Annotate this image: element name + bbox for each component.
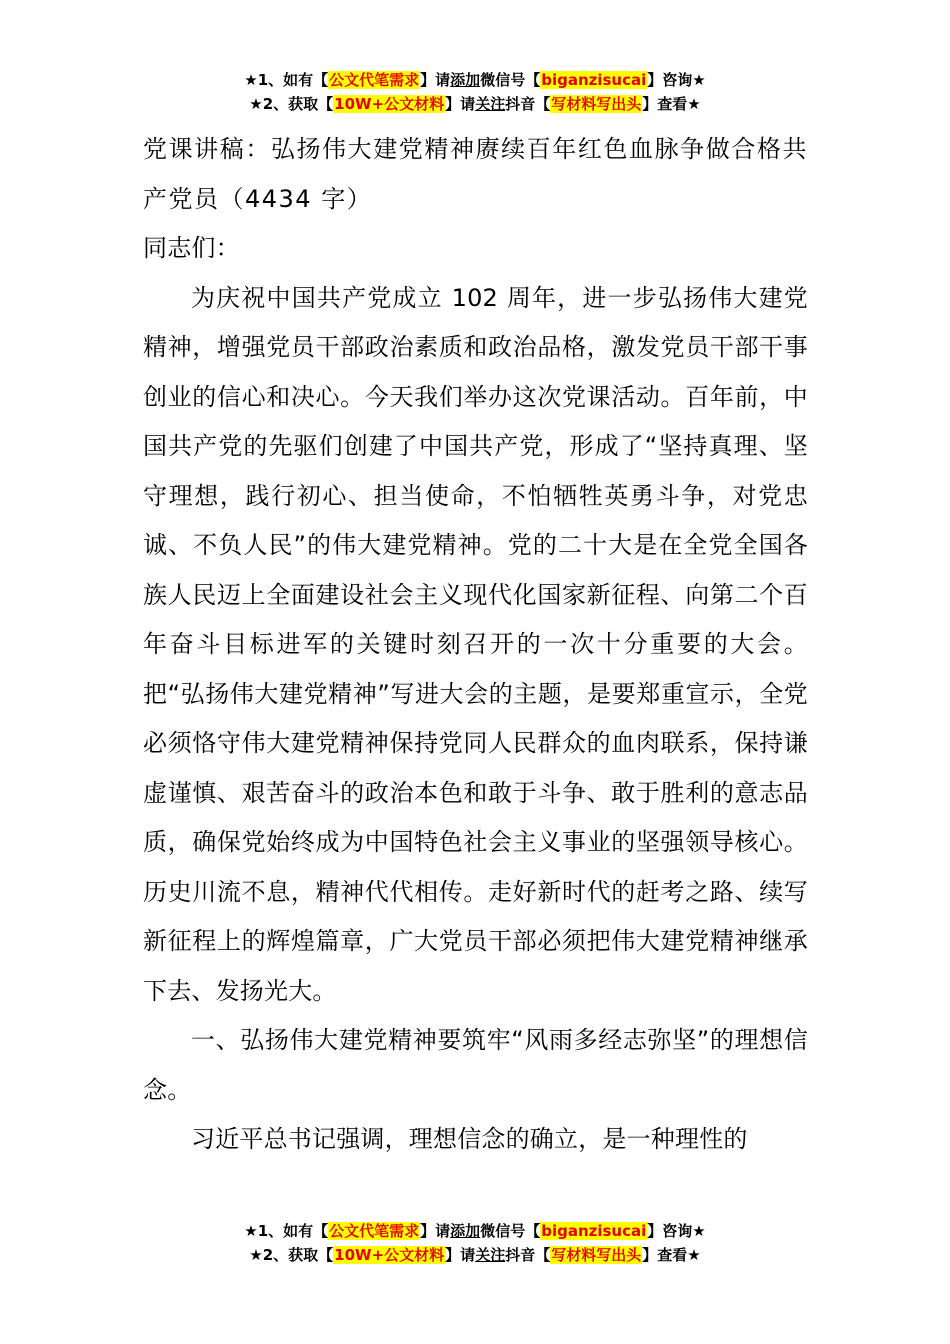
paragraph: 习近平总书记强调，理想信念的确立，是一种理性的 — [191, 1125, 748, 1153]
star-icon: ★ — [244, 1222, 258, 1240]
paragraph: 为庆祝中国共产党成立 102 周年，进一步弘扬伟大建党精神，增强党员干部政治素质和政治品格，激发党员干部干事创业的信心和决心。今天我们举办这次党课活动。百年前，中国共产党的先驱们创建了中国共产党，形成了“坚持真理、坚守理想，践行初心、担当使命，不怕牺牲英勇斗争，对党忠诚、不负人民”的伟大建党精神。党的二十大是在全党全国各族人民迈上全面建设社会主义现代化国家新征程、向第二个百年奋斗目标进军的关键时刻召开的一次十分重要的大会。把“弘扬伟大建党精神”写进大会的主题，是要郑重宣示，全党必须恪守伟大建党精神保持党同人民群众的血肉联系，保持谦虚谨慎、艰苦奋斗的政治本色和敢于斗争、敢于胜利的意志品质，确保党始终成为中国特色社会主义事业的坚强领导核心。历史川流不息，精神代代相传。走好新时代的赶考之路、续写新征程上的辉煌篇章，广大党员干部必须把伟大建党精神继承下去、发扬光大。 — [143, 283, 808, 1005]
footer-banner — [0, 1219, 950, 1267]
banner-highlight: 公文代笔需求 — [329, 1222, 420, 1240]
banner-line-1 — [0, 68, 950, 92]
star-icon: ★ — [692, 71, 706, 89]
document-title: 党课讲稿：弘扬伟大建党精神赓续百年红色血脉争做合格共产党员（4434 字） — [143, 135, 808, 213]
star-icon: ★ — [687, 95, 701, 113]
banner-text: 】查看 — [642, 1246, 688, 1264]
star-icon: ★ — [687, 1246, 701, 1264]
header-banner — [0, 68, 950, 116]
banner-text: 微信号【 — [480, 1222, 541, 1240]
star-icon: ★ — [244, 71, 258, 89]
banner-highlight: 10W+公文材料 — [334, 1246, 445, 1264]
star-icon: ★ — [249, 95, 263, 113]
banner-highlight: 10W+公文材料 — [334, 95, 445, 113]
banner-line-1 — [0, 1219, 950, 1243]
star-icon: ★ — [692, 1222, 706, 1240]
banner-underlined: 关注 — [475, 95, 506, 113]
banner-highlight: 公文代笔需求 — [329, 71, 420, 89]
banner-underlined: 添加 — [450, 1222, 481, 1240]
banner-highlight: biganzisucai — [541, 71, 647, 89]
banner-text: 】咨询 — [647, 71, 693, 89]
banner-text: 抖音【 — [505, 95, 551, 113]
banner-text: 】请 — [420, 1222, 451, 1240]
banner-highlight: 写材料写出头 — [551, 95, 642, 113]
salutation: 同志们： — [143, 234, 240, 262]
banner-text: 抖音【 — [505, 1246, 551, 1264]
banner-text: 1、如有【 — [257, 1222, 329, 1240]
star-icon: ★ — [249, 1246, 263, 1264]
banner-line-2 — [0, 92, 950, 116]
banner-text: 微信号【 — [480, 71, 541, 89]
banner-text: 2、获取【 — [262, 1246, 334, 1264]
document-body — [143, 125, 808, 1165]
section-heading: 一、弘扬伟大建党精神要筑牢“风雨多经志弥坚”的理想信念。 — [143, 1026, 808, 1104]
banner-line-2 — [0, 1243, 950, 1267]
banner-highlight: biganzisucai — [541, 1222, 647, 1240]
banner-text: 】请 — [445, 1246, 476, 1264]
banner-text: 2、获取【 — [262, 95, 334, 113]
banner-highlight: 写材料写出头 — [551, 1246, 642, 1264]
banner-text: 】请 — [445, 95, 476, 113]
banner-text: 】查看 — [642, 95, 688, 113]
banner-text: 】请 — [420, 71, 451, 89]
banner-underlined: 添加 — [450, 71, 481, 89]
banner-text: 1、如有【 — [257, 71, 329, 89]
banner-text: 】咨询 — [647, 1222, 693, 1240]
banner-underlined: 关注 — [475, 1246, 506, 1264]
